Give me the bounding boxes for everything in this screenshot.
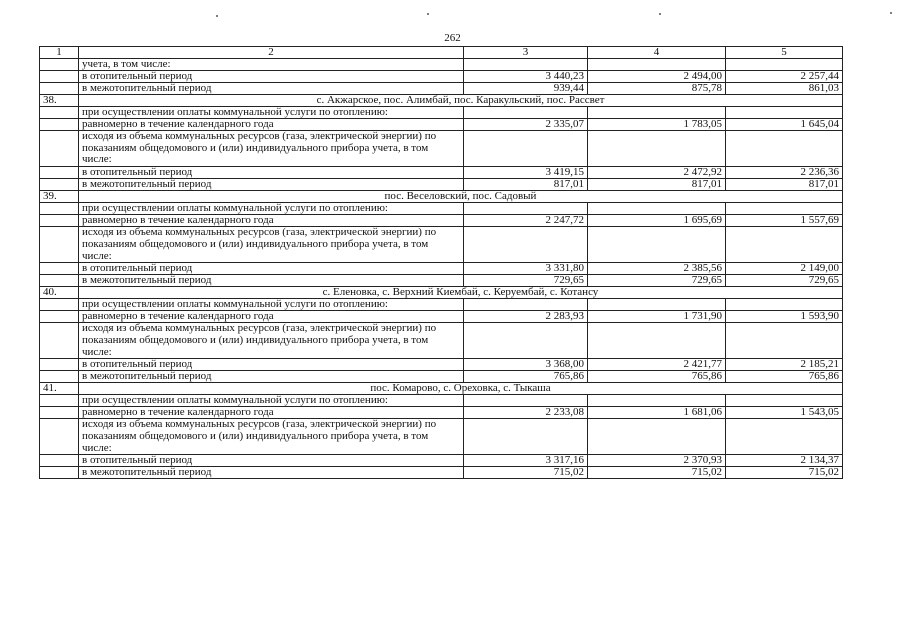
row-label: в отопительный период bbox=[79, 359, 464, 371]
value-col3: 2 247,72 bbox=[464, 215, 588, 227]
number-cell bbox=[40, 215, 79, 227]
row-label: при осуществлении оплаты коммунальной услуги по отоплению: bbox=[79, 203, 464, 215]
value-col4: 1 783,05 bbox=[588, 119, 726, 131]
value-col3: 3 317,16 bbox=[464, 455, 588, 467]
row-label: в отопительный период bbox=[79, 71, 464, 83]
value-col4: 2 421,77 bbox=[588, 359, 726, 371]
value-col5: 2 257,44 bbox=[726, 71, 843, 83]
number-cell bbox=[40, 299, 79, 311]
table-row bbox=[40, 119, 843, 131]
section-row bbox=[40, 95, 843, 107]
number-cell bbox=[40, 323, 79, 359]
value-col3: 729,65 bbox=[464, 275, 588, 287]
value-col5: 765,86 bbox=[726, 371, 843, 383]
header-cell-5: 5 bbox=[726, 47, 843, 59]
value-col3: 3 419,15 bbox=[464, 167, 588, 179]
section-title: с. Еленовка, с. Верхний Киембай, с. Керуембай, с. Котансу bbox=[79, 287, 843, 299]
value-col4: 1 695,69 bbox=[588, 215, 726, 227]
table-row bbox=[40, 215, 843, 227]
multiline-row bbox=[40, 227, 843, 263]
value-col3 bbox=[464, 203, 588, 215]
table-row bbox=[40, 263, 843, 275]
value-col4 bbox=[588, 131, 726, 167]
header-cell-2: 2 bbox=[79, 47, 464, 59]
value-col5: 2 149,00 bbox=[726, 263, 843, 275]
value-col5 bbox=[726, 131, 843, 167]
value-col4 bbox=[588, 395, 726, 407]
section-row bbox=[40, 191, 843, 203]
header-cell-4: 4 bbox=[588, 47, 726, 59]
number-cell bbox=[40, 275, 79, 287]
value-col4: 817,01 bbox=[588, 179, 726, 191]
value-col3 bbox=[464, 419, 588, 455]
tariff-table bbox=[39, 46, 843, 479]
section-number: 39. bbox=[40, 191, 79, 203]
header-row bbox=[40, 47, 843, 59]
row-label: в отопительный период bbox=[79, 455, 464, 467]
scan-speck bbox=[890, 12, 892, 14]
table-row bbox=[40, 455, 843, 467]
number-cell bbox=[40, 371, 79, 383]
row-label: в отопительный период bbox=[79, 167, 464, 179]
scan-speck bbox=[216, 15, 218, 17]
value-col5: 1 557,69 bbox=[726, 215, 843, 227]
number-cell bbox=[40, 419, 79, 455]
number-cell bbox=[40, 227, 79, 263]
value-col5 bbox=[726, 323, 843, 359]
value-col5: 1 543,05 bbox=[726, 407, 843, 419]
row-label: учета, в том числе: bbox=[79, 59, 464, 71]
value-col3 bbox=[464, 107, 588, 119]
value-col4: 729,65 bbox=[588, 275, 726, 287]
number-cell bbox=[40, 167, 79, 179]
value-col3: 2 335,07 bbox=[464, 119, 588, 131]
number-cell bbox=[40, 179, 79, 191]
multiline-row bbox=[40, 323, 843, 359]
value-col3 bbox=[464, 59, 588, 71]
row-label: равномерно в течение календарного года bbox=[79, 311, 464, 323]
scan-speck bbox=[659, 13, 661, 15]
value-col3: 715,02 bbox=[464, 467, 588, 479]
section-title: пос. Комарово, с. Ореховка, с. Тыкаша bbox=[79, 383, 843, 395]
table-row bbox=[40, 311, 843, 323]
section-number: 41. bbox=[40, 383, 79, 395]
number-cell bbox=[40, 83, 79, 95]
value-col3 bbox=[464, 323, 588, 359]
row-label: в межотопительный период bbox=[79, 179, 464, 191]
value-col3 bbox=[464, 299, 588, 311]
row-label: при осуществлении оплаты коммунальной услуги по отоплению: bbox=[79, 395, 464, 407]
number-cell bbox=[40, 407, 79, 419]
scan-speck bbox=[427, 13, 429, 15]
value-col4 bbox=[588, 59, 726, 71]
value-col3: 3 440,23 bbox=[464, 71, 588, 83]
text-row bbox=[40, 299, 843, 311]
header-cell-3: 3 bbox=[464, 47, 588, 59]
value-col3: 817,01 bbox=[464, 179, 588, 191]
value-col4: 1 681,06 bbox=[588, 407, 726, 419]
row-label: исходя из объема коммунальных ресурсов (газа, электрической энергии) по показаниям общедомового и (или) индивидуального прибора учета, в том числе: bbox=[79, 131, 464, 167]
section-row bbox=[40, 383, 843, 395]
number-cell bbox=[40, 59, 79, 71]
section-number: 40. bbox=[40, 287, 79, 299]
value-col4 bbox=[588, 419, 726, 455]
value-col3 bbox=[464, 131, 588, 167]
row-label: равномерно в течение календарного года bbox=[79, 407, 464, 419]
multiline-row bbox=[40, 419, 843, 455]
value-col5 bbox=[726, 419, 843, 455]
row-label: равномерно в течение календарного года bbox=[79, 215, 464, 227]
value-col4: 2 494,00 bbox=[588, 71, 726, 83]
row-label: исходя из объема коммунальных ресурсов (газа, электрической энергии) по показаниям общедомового и (или) индивидуального прибора учета, в том числе: bbox=[79, 419, 464, 455]
value-col3: 3 331,80 bbox=[464, 263, 588, 275]
value-col5: 2 185,21 bbox=[726, 359, 843, 371]
text-row bbox=[40, 203, 843, 215]
number-cell bbox=[40, 359, 79, 371]
value-col3: 2 283,93 bbox=[464, 311, 588, 323]
text-row bbox=[40, 395, 843, 407]
value-col4: 875,78 bbox=[588, 83, 726, 95]
table-row bbox=[40, 371, 843, 383]
text-row bbox=[40, 107, 843, 119]
section-title: с. Акжарское, пос. Алимбай, пос. Каракульский, пос. Рассвет bbox=[79, 95, 843, 107]
section-title: пос. Веселовский, пос. Садовый bbox=[79, 191, 843, 203]
table-body bbox=[40, 47, 843, 479]
section-row bbox=[40, 287, 843, 299]
number-cell bbox=[40, 119, 79, 131]
section-number: 38. bbox=[40, 95, 79, 107]
row-label: в межотопительный период bbox=[79, 83, 464, 95]
row-label: при осуществлении оплаты коммунальной услуги по отоплению: bbox=[79, 107, 464, 119]
value-col3: 3 368,00 bbox=[464, 359, 588, 371]
value-col5 bbox=[726, 395, 843, 407]
table-row bbox=[40, 275, 843, 287]
value-col5: 729,65 bbox=[726, 275, 843, 287]
number-cell bbox=[40, 395, 79, 407]
value-col3: 939,44 bbox=[464, 83, 588, 95]
table-row bbox=[40, 71, 843, 83]
value-col5: 1 645,04 bbox=[726, 119, 843, 131]
value-col3: 2 233,08 bbox=[464, 407, 588, 419]
row-label: исходя из объема коммунальных ресурсов (газа, электрической энергии) по показаниям общедомового и (или) индивидуального прибора учета, в том числе: bbox=[79, 227, 464, 263]
value-col5 bbox=[726, 59, 843, 71]
value-col5: 2 236,36 bbox=[726, 167, 843, 179]
header-cell-1: 1 bbox=[40, 47, 79, 59]
value-col5: 1 593,90 bbox=[726, 311, 843, 323]
value-col4: 715,02 bbox=[588, 467, 726, 479]
value-col4 bbox=[588, 323, 726, 359]
row-label: в межотопительный период bbox=[79, 467, 464, 479]
value-col3: 765,86 bbox=[464, 371, 588, 383]
number-cell bbox=[40, 131, 79, 167]
number-cell bbox=[40, 107, 79, 119]
value-col5 bbox=[726, 227, 843, 263]
table-row bbox=[40, 167, 843, 179]
table-row bbox=[40, 359, 843, 371]
value-col4: 765,86 bbox=[588, 371, 726, 383]
value-col4 bbox=[588, 227, 726, 263]
table-row bbox=[40, 467, 843, 479]
table-row bbox=[40, 179, 843, 191]
page-number: 262 bbox=[444, 32, 461, 44]
value-col5 bbox=[726, 107, 843, 119]
value-col4: 1 731,90 bbox=[588, 311, 726, 323]
value-col4: 2 370,93 bbox=[588, 455, 726, 467]
row-label: в межотопительный период bbox=[79, 371, 464, 383]
row-label: равномерно в течение календарного года bbox=[79, 119, 464, 131]
number-cell bbox=[40, 311, 79, 323]
text-row bbox=[40, 59, 843, 71]
row-label: при осуществлении оплаты коммунальной услуги по отоплению: bbox=[79, 299, 464, 311]
value-col5: 817,01 bbox=[726, 179, 843, 191]
value-col4 bbox=[588, 203, 726, 215]
value-col3 bbox=[464, 395, 588, 407]
value-col5 bbox=[726, 203, 843, 215]
row-label: в межотопительный период bbox=[79, 275, 464, 287]
table-row bbox=[40, 83, 843, 95]
number-cell bbox=[40, 467, 79, 479]
row-label: исходя из объема коммунальных ресурсов (газа, электрической энергии) по показаниям общедомового и (или) индивидуального прибора учета, в том числе: bbox=[79, 323, 464, 359]
value-col3 bbox=[464, 227, 588, 263]
number-cell bbox=[40, 455, 79, 467]
row-label: в отопительный период bbox=[79, 263, 464, 275]
number-cell bbox=[40, 203, 79, 215]
value-col5: 715,02 bbox=[726, 467, 843, 479]
value-col4 bbox=[588, 299, 726, 311]
number-cell bbox=[40, 263, 79, 275]
value-col5 bbox=[726, 299, 843, 311]
value-col4: 2 385,56 bbox=[588, 263, 726, 275]
value-col5: 2 134,37 bbox=[726, 455, 843, 467]
value-col4 bbox=[588, 107, 726, 119]
multiline-row bbox=[40, 131, 843, 167]
table-row bbox=[40, 407, 843, 419]
value-col5: 861,03 bbox=[726, 83, 843, 95]
value-col4: 2 472,92 bbox=[588, 167, 726, 179]
number-cell bbox=[40, 71, 79, 83]
